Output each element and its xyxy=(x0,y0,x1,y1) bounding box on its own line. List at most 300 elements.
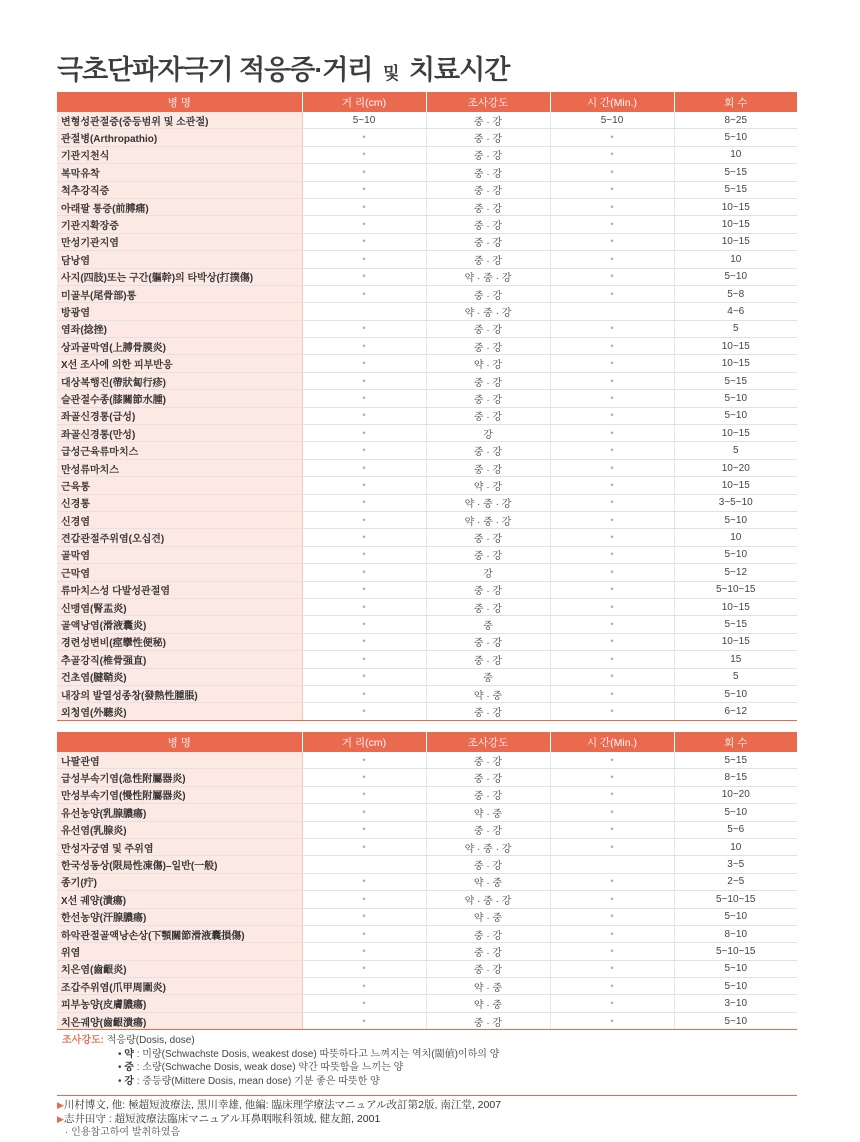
disease-name-cell: 슬관절수종(膝關節水腫) xyxy=(57,390,302,407)
distance-cell xyxy=(302,303,426,320)
table-row xyxy=(57,355,797,372)
bullet-mark: • xyxy=(610,893,614,904)
intensity-cell: 중 · 강 xyxy=(426,233,550,250)
sessions-cell: 5~10~15 xyxy=(674,581,797,598)
sessions-cell: 8~10 xyxy=(674,925,797,942)
disease-name-cell: 복막유착 xyxy=(57,164,302,181)
table-row xyxy=(57,198,797,215)
distance-cell xyxy=(302,407,426,424)
legend-text: : 소량(Schwache Dosis, weak dose) 약간 따뜻함을 느끼는 양 xyxy=(136,1062,404,1073)
reference-text: 川村博文, 他: 極超短波療法, 黒川幸雄, 他編: 臨床理学療法マニュアル改訂第2版, 南江堂, 2007 xyxy=(63,1099,502,1111)
bullet-mark: • xyxy=(362,184,366,195)
intensity-cell: 약 · 중 · 강 xyxy=(426,891,550,908)
table-row xyxy=(57,651,797,668)
table-row xyxy=(57,216,797,233)
disease-name-cell: 한국성동상(限局性凍傷)–일반(一般) xyxy=(57,856,302,873)
table-row xyxy=(57,564,797,581)
disease-name-cell: 척추강직증 xyxy=(57,181,302,198)
reference-text: 志井田守 : 超短波療法臨床マニュアル耳鼻咽喉科領域, 健友館, 2001 xyxy=(63,1113,381,1125)
table-row xyxy=(57,873,797,890)
table-row xyxy=(57,129,797,146)
disease-name-cell: 한선농양(汗腺膿瘍) xyxy=(57,908,302,925)
disease-name-cell: 하악관절골액낭손상(下顎關節滑液囊損傷) xyxy=(57,925,302,942)
distance-cell xyxy=(302,821,426,838)
distance-cell xyxy=(302,1012,426,1029)
bullet-mark: • xyxy=(362,754,366,765)
time-cell xyxy=(550,129,674,146)
sessions-cell: 5~10~15 xyxy=(674,943,797,960)
bullet-mark: • xyxy=(362,166,366,177)
intensity-cell: 중 · 강 xyxy=(426,459,550,476)
bullet-mark: • xyxy=(610,806,614,817)
time-cell xyxy=(550,581,674,598)
legend-title-line xyxy=(62,1034,499,1048)
bullet-mark: • xyxy=(610,549,614,560)
distance-cell xyxy=(302,546,426,563)
table-row xyxy=(57,181,797,198)
intensity-cell: 약 · 중 xyxy=(426,995,550,1012)
distance-cell xyxy=(302,233,426,250)
table-row xyxy=(57,407,797,424)
time-cell xyxy=(550,960,674,977)
intensity-cell: 중 · 강 xyxy=(426,285,550,302)
bullet-mark: • xyxy=(610,653,614,664)
bullet-mark: • xyxy=(362,824,366,835)
distance-cell xyxy=(302,838,426,855)
header-intensity: 조사강도 xyxy=(426,732,550,752)
sessions-cell: 4~6 xyxy=(674,303,797,320)
bullet-mark: • xyxy=(362,671,366,682)
time-cell xyxy=(550,338,674,355)
distance-cell xyxy=(302,390,426,407)
bullet-mark: • xyxy=(610,841,614,852)
legend-item: • 강 : 중등량(Mittere Dosis, mean dose) 기분 좋은 따뜻한 양 xyxy=(118,1075,380,1087)
sessions-cell: 5~10 xyxy=(674,685,797,702)
table-row xyxy=(57,943,797,960)
sessions-cell: 5~6 xyxy=(674,821,797,838)
header-distance: 거 리(cm) xyxy=(302,732,426,752)
time-cell xyxy=(550,459,674,476)
distance-cell xyxy=(302,995,426,1012)
bullet-mark: • xyxy=(362,549,366,560)
intensity-cell: 중 · 강 xyxy=(426,181,550,198)
time-cell xyxy=(550,978,674,995)
bullet-mark: • xyxy=(362,841,366,852)
indication-table-1 xyxy=(57,92,797,721)
bullet-mark: • xyxy=(362,236,366,247)
sessions-cell: 5~10 xyxy=(674,960,797,977)
table-row xyxy=(57,425,797,442)
disease-name-cell: 상과골막염(上膊骨膜炎) xyxy=(57,338,302,355)
bullet-mark: • xyxy=(610,980,614,991)
intensity-cell: 약 · 중 xyxy=(426,873,550,890)
disease-name-cell: 급성부속기염(急性附屬器炎) xyxy=(57,769,302,786)
bullet-mark: • xyxy=(610,636,614,647)
sessions-cell: 10~15 xyxy=(674,633,797,650)
bullet-mark: • xyxy=(362,876,366,887)
sessions-cell: 10~15 xyxy=(674,477,797,494)
sessions-cell: 10 xyxy=(674,146,797,163)
table-row xyxy=(57,511,797,528)
sessions-cell: 8~15 xyxy=(674,769,797,786)
table-row xyxy=(57,477,797,494)
disease-name-cell: 내장의 발열성종창(發熱性腫脹) xyxy=(57,685,302,702)
bullet-mark: • xyxy=(610,149,614,160)
header-sessions: 회 수 xyxy=(674,732,797,752)
bullet-mark: • xyxy=(362,271,366,282)
disease-name-cell: 종기(疔) xyxy=(57,873,302,890)
references-divider xyxy=(57,1095,797,1096)
intensity-cell: 약 · 중 · 강 xyxy=(426,838,550,855)
sessions-cell: 5~15 xyxy=(674,616,797,633)
distance-cell xyxy=(302,960,426,977)
sessions-cell: 10 xyxy=(674,838,797,855)
intensity-cell: 약 · 중 · 강 xyxy=(426,511,550,528)
intensity-cell: 중 · 강 xyxy=(426,372,550,389)
intensity-cell: 중 · 강 xyxy=(426,633,550,650)
bullet-mark: • xyxy=(610,445,614,456)
bullet-mark: • xyxy=(362,963,366,974)
time-cell xyxy=(550,786,674,803)
bullet-mark: • xyxy=(362,945,366,956)
disease-name-cell: 염좌(捻挫) xyxy=(57,320,302,337)
disease-name-cell: 대상복행진(帶狀匐行疹) xyxy=(57,372,302,389)
intensity-cell: 중 · 강 xyxy=(426,769,550,786)
time-cell xyxy=(550,616,674,633)
sessions-cell: 10 xyxy=(674,529,797,546)
sessions-cell: 5~10 xyxy=(674,511,797,528)
table-row xyxy=(57,633,797,650)
table-row xyxy=(57,769,797,786)
bullet-mark: • xyxy=(362,445,366,456)
table-row xyxy=(57,616,797,633)
table-row xyxy=(57,668,797,685)
time-cell: 5~10 xyxy=(550,112,674,129)
bullet-mark: • xyxy=(610,462,614,473)
distance-cell xyxy=(302,616,426,633)
distance-cell xyxy=(302,769,426,786)
sessions-cell: 5~10 xyxy=(674,908,797,925)
table-row xyxy=(57,786,797,803)
bullet-mark: • xyxy=(610,410,614,421)
sessions-cell: 5~15 xyxy=(674,164,797,181)
bullet-mark: • xyxy=(610,479,614,490)
reference-note: · 인용참고하여 발취하였음 xyxy=(65,1127,181,1138)
sessions-cell: 10 xyxy=(674,251,797,268)
bullet-mark: • xyxy=(362,479,366,490)
bullet-mark: • xyxy=(610,998,614,1009)
header-sessions: 회 수 xyxy=(674,92,797,112)
distance-cell xyxy=(302,804,426,821)
disease-name-cell: 추골강직(椎骨强直) xyxy=(57,651,302,668)
time-cell xyxy=(550,285,674,302)
distance-cell xyxy=(302,925,426,942)
bullet-mark: • xyxy=(362,323,366,334)
legend-text: : 중등량(Mittere Dosis, mean dose) 기분 좋은 따뜻한 양 xyxy=(136,1075,380,1087)
sessions-cell: 10~15 xyxy=(674,198,797,215)
bullet-mark: • xyxy=(610,514,614,525)
intensity-cell: 약 · 중 · 강 xyxy=(426,494,550,511)
time-cell xyxy=(550,856,674,873)
bullet-mark: • xyxy=(362,806,366,817)
bullet-mark: • xyxy=(610,271,614,282)
bullet-mark: • xyxy=(610,772,614,783)
bullet-mark: • xyxy=(610,688,614,699)
bullet-mark: • xyxy=(362,705,366,716)
table-row xyxy=(57,529,797,546)
distance-cell xyxy=(302,164,426,181)
distance-cell xyxy=(302,372,426,389)
disease-name-cell: 치은염(齒齦炎) xyxy=(57,960,302,977)
bullet-mark: • xyxy=(610,705,614,716)
bullet-mark: • xyxy=(362,201,366,212)
time-cell xyxy=(550,164,674,181)
table-row xyxy=(57,320,797,337)
disease-name-cell: 급성근육류마치스 xyxy=(57,442,302,459)
disease-name-cell: 사지(四肢)또는 구간(軀幹)의 타박상(打撲傷) xyxy=(57,268,302,285)
bullet-mark: • xyxy=(610,132,614,143)
disease-name-cell: 좌골신경통(급성) xyxy=(57,407,302,424)
bullet-mark: • xyxy=(610,358,614,369)
time-cell xyxy=(550,216,674,233)
disease-name-cell: 치은궤양(齒齦潰瘍) xyxy=(57,1012,302,1029)
disease-name-cell: 신경통 xyxy=(57,494,302,511)
bullet-mark: • xyxy=(362,149,366,160)
distance-cell xyxy=(302,685,426,702)
distance-cell xyxy=(302,891,426,908)
intensity-cell: 강 xyxy=(426,564,550,581)
intensity-cell: 중 · 강 xyxy=(426,752,550,769)
time-cell xyxy=(550,703,674,720)
disease-name-cell: 류마치스성 다발성관절염 xyxy=(57,581,302,598)
bullet-mark: • xyxy=(610,566,614,577)
intensity-cell: 약 · 중 · 강 xyxy=(426,303,550,320)
intensity-cell: 중 · 강 xyxy=(426,251,550,268)
legend-item: • 약 : 미량(Schwachste Dosis, weakest dose) 따뜻하다고 느껴지는 역치(閾値)이하의 양 xyxy=(118,1048,500,1060)
intensity-cell: 중 · 강 xyxy=(426,651,550,668)
bullet-mark: • xyxy=(362,893,366,904)
table-row xyxy=(57,494,797,511)
disease-name-cell: 견갑관절주위염(오십견) xyxy=(57,529,302,546)
distance-cell xyxy=(302,216,426,233)
bullet-mark: • xyxy=(362,410,366,421)
distance-cell xyxy=(302,633,426,650)
disease-name-cell: X선 조사에 의한 피부반응 xyxy=(57,355,302,372)
intensity-cell: 중 · 강 xyxy=(426,216,550,233)
table-row xyxy=(57,390,797,407)
bullet-mark: • xyxy=(610,253,614,264)
disease-name-cell: X선 궤양(潰瘍) xyxy=(57,891,302,908)
disease-name-cell: 기관지천식 xyxy=(57,146,302,163)
sessions-cell: 5~10 xyxy=(674,390,797,407)
disease-name-cell: 아래팔 통증(前膊痛) xyxy=(57,198,302,215)
time-cell xyxy=(550,564,674,581)
title-part-2: 치료시간 xyxy=(408,55,510,85)
disease-name-cell: 신맹염(腎盂炎) xyxy=(57,598,302,615)
disease-name-cell: 골막염 xyxy=(57,546,302,563)
intensity-cell: 약 · 중 xyxy=(426,685,550,702)
sessions-cell: 5~12 xyxy=(674,564,797,581)
table-row xyxy=(57,1012,797,1029)
disease-name-cell: 관절병(Arthropathio) xyxy=(57,129,302,146)
header-distance: 거 리(cm) xyxy=(302,92,426,112)
bullet-mark: • xyxy=(610,184,614,195)
distance-cell xyxy=(302,651,426,668)
table-row xyxy=(57,978,797,995)
legend-description: 적응량(Dosis, dose) xyxy=(106,1035,195,1046)
sessions-cell: 5~15 xyxy=(674,752,797,769)
bullet-mark: • xyxy=(362,911,366,922)
disease-name-cell: 위염 xyxy=(57,943,302,960)
bullet-mark: • xyxy=(610,497,614,508)
distance-cell xyxy=(302,581,426,598)
time-cell xyxy=(550,925,674,942)
disease-name-cell: 건초염(腱鞘炎) xyxy=(57,668,302,685)
distance-cell xyxy=(302,598,426,615)
sessions-cell: 3~5~10 xyxy=(674,494,797,511)
bullet-mark: • xyxy=(362,497,366,508)
sessions-cell: 5~15 xyxy=(674,372,797,389)
bullet-mark: • xyxy=(362,789,366,800)
bullet-mark: • xyxy=(362,619,366,630)
distance-cell xyxy=(302,268,426,285)
intensity-cell: 중 · 강 xyxy=(426,442,550,459)
title-conjunction: 및 xyxy=(383,64,399,83)
time-cell xyxy=(550,390,674,407)
legend-title: 조사강도: xyxy=(62,1035,104,1046)
time-cell xyxy=(550,804,674,821)
disease-name-cell: 만성류마치스 xyxy=(57,459,302,476)
intensity-cell: 중 · 강 xyxy=(426,407,550,424)
time-cell xyxy=(550,303,674,320)
table-row xyxy=(57,285,797,302)
intensity-cell: 중 · 강 xyxy=(426,786,550,803)
table-row xyxy=(57,891,797,908)
sessions-cell: 3~10 xyxy=(674,995,797,1012)
bullet-mark: • xyxy=(362,392,366,403)
legend-key: 약 xyxy=(124,1048,134,1060)
table-row xyxy=(57,908,797,925)
sessions-cell: 15 xyxy=(674,651,797,668)
title-part-1: 극초단파자극기 적응증·거리 xyxy=(57,55,373,85)
disease-name-cell: 만성기관지염 xyxy=(57,233,302,250)
distance-cell xyxy=(302,459,426,476)
bullet-mark: • xyxy=(362,375,366,386)
time-cell xyxy=(550,320,674,337)
distance-cell xyxy=(302,564,426,581)
sessions-cell: 10~20 xyxy=(674,786,797,803)
disease-name-cell: 기관지확장증 xyxy=(57,216,302,233)
distance-cell xyxy=(302,198,426,215)
bullet-mark: • xyxy=(610,945,614,956)
intensity-cell: 약 · 중 xyxy=(426,804,550,821)
bullet-mark: • xyxy=(610,824,614,835)
time-cell xyxy=(550,146,674,163)
time-cell xyxy=(550,752,674,769)
disease-name-cell: 근막염 xyxy=(57,564,302,581)
time-cell xyxy=(550,355,674,372)
bullet-mark: • xyxy=(362,358,366,369)
disease-name-cell: 골액낭염(滑液囊炎) xyxy=(57,616,302,633)
time-cell xyxy=(550,511,674,528)
disease-name-cell: 좌골신경통(만성) xyxy=(57,425,302,442)
distance-cell xyxy=(302,978,426,995)
table-row xyxy=(57,856,797,873)
distance-cell xyxy=(302,320,426,337)
table-row xyxy=(57,372,797,389)
distance-cell xyxy=(302,752,426,769)
sessions-cell: 5~10 xyxy=(674,129,797,146)
time-cell xyxy=(550,685,674,702)
time-cell xyxy=(550,546,674,563)
bullet-mark: • xyxy=(610,584,614,595)
time-cell xyxy=(550,407,674,424)
sessions-cell: 8~25 xyxy=(674,112,797,129)
legend-item: • 중 : 소량(Schwache Dosis, weak dose) 약간 따뜻함을 느끼는 양 xyxy=(118,1062,404,1073)
distance-cell xyxy=(302,873,426,890)
intensity-cell: 중 · 강 xyxy=(426,703,550,720)
bullet-mark: • xyxy=(610,375,614,386)
bullet-mark: • xyxy=(362,980,366,991)
bullet-mark: • xyxy=(610,201,614,212)
intensity-cell: 중 · 강 xyxy=(426,320,550,337)
bullet-mark: • xyxy=(610,754,614,765)
time-cell xyxy=(550,198,674,215)
distance-cell xyxy=(302,285,426,302)
reference-item xyxy=(57,1112,501,1126)
bullet-mark: • xyxy=(610,288,614,299)
distance-cell xyxy=(302,338,426,355)
sessions-cell: 10~15 xyxy=(674,425,797,442)
bullet-mark: • xyxy=(610,532,614,543)
bullet-mark: • xyxy=(610,392,614,403)
header-disease-name: 병 명 xyxy=(57,732,302,752)
bullet-mark: • xyxy=(610,928,614,939)
header-time: 시 간(Min.) xyxy=(550,732,674,752)
intensity-cell: 약 · 강 xyxy=(426,355,550,372)
bullet-mark: • xyxy=(610,671,614,682)
disease-name-cell: 피부농양(皮膚膿瘍) xyxy=(57,995,302,1012)
sessions-cell: 5 xyxy=(674,442,797,459)
distance-cell xyxy=(302,129,426,146)
table-row xyxy=(57,752,797,769)
table-row xyxy=(57,581,797,598)
bullet-mark: • xyxy=(610,911,614,922)
sessions-cell: 10~15 xyxy=(674,233,797,250)
distance-cell xyxy=(302,943,426,960)
intensity-cell: 중 · 강 xyxy=(426,856,550,873)
distance-cell xyxy=(302,146,426,163)
table-row xyxy=(57,233,797,250)
references xyxy=(57,1098,501,1140)
table-row xyxy=(57,459,797,476)
time-cell xyxy=(550,943,674,960)
table-row xyxy=(57,268,797,285)
bullet-mark: • xyxy=(362,998,366,1009)
sessions-cell: 10~15 xyxy=(674,598,797,615)
distance-cell xyxy=(302,529,426,546)
intensity-cell: 약 · 중 xyxy=(426,908,550,925)
bullet-mark: • xyxy=(610,619,614,630)
legend-key: 중 xyxy=(124,1062,134,1073)
table-row xyxy=(57,925,797,942)
time-cell xyxy=(550,233,674,250)
reference-item xyxy=(57,1098,501,1112)
bullet-mark: • xyxy=(362,566,366,577)
intensity-cell: 중 · 강 xyxy=(426,529,550,546)
table-row xyxy=(57,995,797,1012)
bullet-mark: • xyxy=(362,253,366,264)
